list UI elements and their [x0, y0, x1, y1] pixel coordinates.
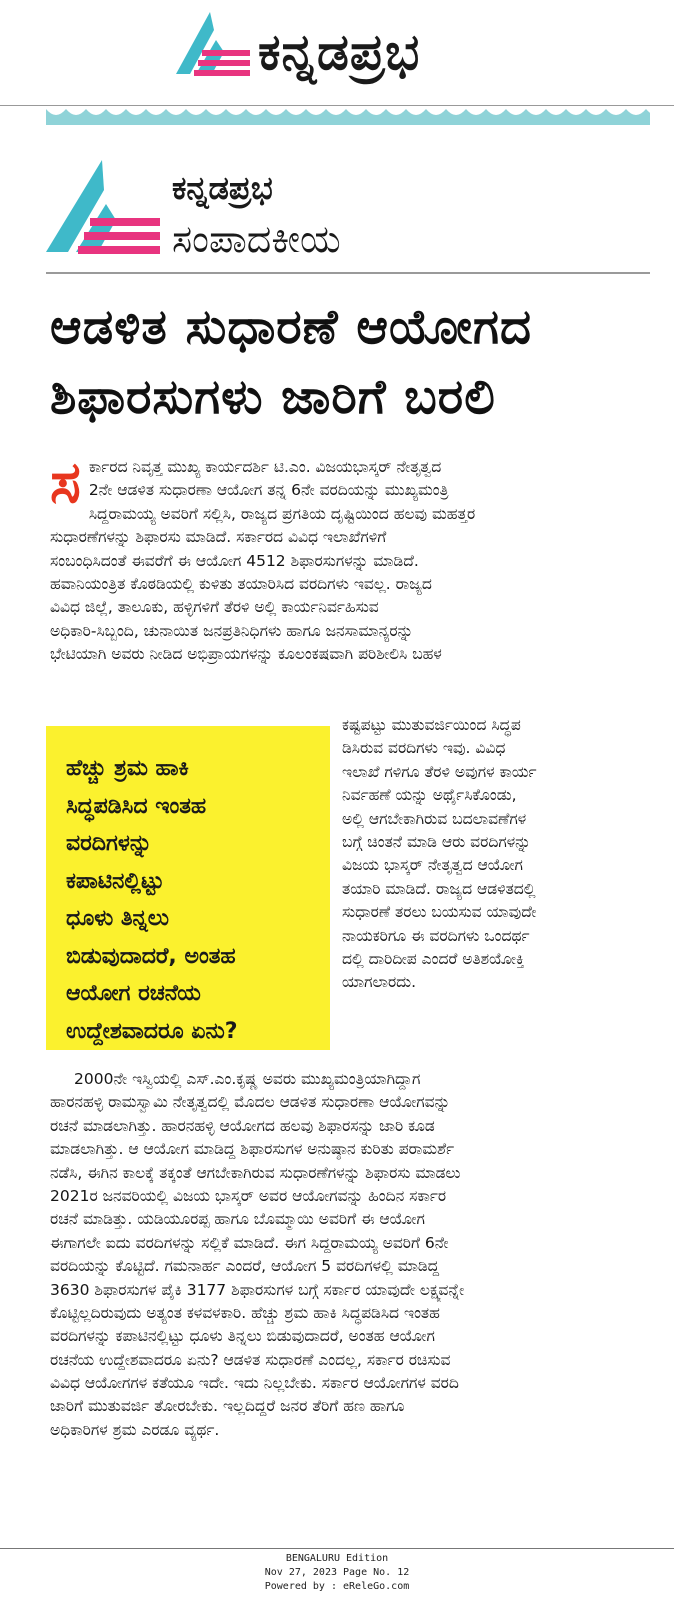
article-paragraph-1 [50, 448, 650, 667]
article-line: ವಿವಿಧ ಜಿಲ್ಲೆ, ತಾಲೂಕು, ಹಳ್ಳಿಗಳಿಗೆ ತೆರಳಿ ಅಲ್ಲಿ ಕಾರ್ಯನಿರ್ವಹಿಸುವ [50, 598, 379, 617]
pull-quote-line: ಬಿಡುವುದಾದರೆ, ಅಂತಹ [66, 943, 236, 969]
footer-divider [0, 1548, 674, 1549]
article-line: ರಚನೆಯ ಉದ್ದೇಶವಾದರೂ ಏನು? ಆಡಳಿತ ಸುಧಾರಣೆ ಎಂದಲ್ಲ, ಸರ್ಕಾರ ರಚಿಸುವ [50, 1350, 451, 1369]
article-line: ಕಷ್ಟಪಟ್ಟು ಮುತುವರ್ಜಿಯಿಂದ ಸಿದ್ಧಪ [342, 716, 521, 734]
article-line: ಸುಧಾರಣೆ ತರಲು ಬಯಸುವ ಯಾವುದೇ [342, 903, 537, 922]
article-line: ಕೊಟ್ಟಿಲ್ಲದಿರುವುದು ಅತ್ಯಂತ ಕಳವಳಕಾರಿ. ಹೆಚ್ಚು ಶ್ರಮ ಹಾಕಿ ಸಿದ್ಧಪಡಿಸಿದ ಇಂತಹ [50, 1303, 440, 1322]
article-line: 3630 ಶಿಫಾರಸುಗಳ ಪೈಕಿ 3177 ಶಿಫಾರಸುಗಳ ಬಗ್ಗೆ ಸರ್ಕಾರ ಯಾವುದೇ ಲಕ್ಷ್ಯವನ್ನೇ [50, 1280, 465, 1299]
article-line: ಸಿದ್ದರಾಮಯ್ಯ ಅವರಿಗೆ ಸಲ್ಲಿಸಿ, ರಾಜ್ಯದ ಪ್ರಗತಿಯ ದೃಷ್ಟಿಯಿಂದ ಹಲವು ಮಹತ್ತರ [88, 504, 476, 523]
pull-quote-line: ಉದ್ದೇಶವಾದರೂ ಏನು? [66, 1018, 238, 1044]
wave-band [46, 109, 650, 125]
article-line: ಮಾಡಲಾಗಿತ್ತು. ಆ ಆಯೋಗ ಮಾಡಿದ್ದ ಶಿಫಾರಸುಗಳ ಅನುಷ್ಠಾನ ಕುರಿತು ಪರಾಮರ್ಶೆ [50, 1140, 455, 1159]
top-divider [0, 105, 674, 106]
article-line: ಅಧಿಕಾರಿ-ಸಿಬ್ಬಂದಿ, ಚುನಾಯಿತ ಜನಪ್ರತಿನಿಧಿಗಳು ಹಾಗೂ ಜನಸಾಮಾನ್ಯರನ್ನು [50, 621, 414, 640]
article-line: 2ನೇ ಆಡಳಿತ ಸುಧಾರಣಾ ಆಯೋಗ ತನ್ನ 6ನೇ ವರದಿಯನ್ನು ಮುಖ್ಯಮಂತ್ರಿ [88, 481, 449, 500]
article-line: ಸಂಬಂಧಿಸಿದಂತೆ ಈವರೆಗೆ ಈ ಆಯೋಗ 4512 ಶಿಫಾರಸುಗಳನ್ನು ಮಾಡಿದೆ. [50, 551, 419, 570]
section-logo-icon [46, 160, 162, 260]
pull-quote-line: ಆಯೋಗ ರಚನೆಯ [66, 981, 201, 1006]
article-line: ಬಗ್ಗೆ ಚಿಂತನೆ ಮಾಡಿ ಆರು ವರದಿಗಳನ್ನು [342, 832, 531, 851]
footer-edition: BENGALURU Edition [285, 1553, 389, 1564]
article-line: ಇಲಾಖೆ ಗಳಿಗೂ ತೆರಳಿ ಅವುಗಳ ಕಾರ್ಯ [342, 762, 537, 781]
headline-line-2: ಶಿಫಾರಸುಗಳು ಜಾರಿಗೆ ಬರಲಿ [50, 369, 496, 425]
article-line: ಭೇಟಿಯಾಗಿ ಅವರು ನೀಡಿದ ಅಭಿಪ್ರಾಯಗಳನ್ನು ಕೂಲಂಕಷವಾಗಿ ಪರಿಶೀಲಿಸಿ ಬಹಳ [50, 645, 442, 664]
article-line: ಹಾರನಹಳ್ಳಿ ರಾಮಸ್ವಾಮಿ ನೇತೃತ್ವದಲ್ಲಿ ಮೊದಲ ಆಡಳಿತ ಸುಧಾರಣಾ ಆಯೋಗವನ್ನು [50, 1093, 451, 1112]
article-line: ಅಲ್ಲಿ ಆಗಬೇಕಾಗಿರುವ ಬದಲಾವಣೆಗಳ [342, 809, 527, 828]
pull-quote-line: ಸಿದ್ಧಪಡಿಸಿದ ಇಂತಹ [66, 793, 207, 819]
pull-quote-line: ಧೂಳು ತಿನ್ನಲು [66, 906, 169, 931]
article-line: ನಾಯಕರಿಗೂ ಈ ವರದಿಗಳು ಒಂದರ್ಥ [342, 926, 530, 945]
footer-powered-by: Powered by : eReleGo.com [264, 1581, 410, 1592]
article-wrap-column [342, 714, 650, 995]
article-line: ವರದಿಗಳನ್ನು ಕಪಾಟಿನಲ್ಲಿಟ್ಟು ಧೂಳು ತಿನ್ನಲು ಬಿಡುವುದಾದರೆ, ಅಂತಹ ಆಯೋಗ [50, 1327, 435, 1346]
article-line: ವಿಜಯ ಭಾಸ್ಕರ್ ನೇತೃತ್ವದ ಆಯೋಗ [342, 856, 523, 875]
pull-quote [46, 726, 330, 1050]
pull-quote-line: ಹೆಚ್ಚು ಶ್ರಮ ಹಾಕಿ [66, 756, 189, 781]
masthead-title: ಕನ್ನಡಪ್ರಭ [258, 23, 421, 81]
article-line: ರ್ಕಾರದ ನಿವೃತ್ತ ಮುಖ್ಯ ಕಾರ್ಯದರ್ಶಿ ಟಿ.ಎಂ. ವಿಜಯಭಾಸ್ಕರ್ ನೇತೃತ್ವದ [88, 458, 442, 476]
section-brand: ಕನ್ನಡಪ್ರಭ [172, 169, 273, 207]
article-line: ವಿವಿಧ ಆಯೋಗಗಳ ಕತೆಯೂ ಇದೇ. ಇದು ನಿಲ್ಲಬೇಕು. ಸರ್ಕಾರ ಆಯೋಗಗಳ ವರದಿ [50, 1374, 459, 1393]
pull-quote-line: ವರದಿಗಳನ್ನು [66, 831, 153, 856]
footer-date-page: Nov 27, 2023 Page No. 12 [264, 1567, 410, 1578]
article-line: ಈಗಾಗಲೇ ಐದು ವರದಿಗಳನ್ನು ಸಲ್ಲಿಕೆ ಮಾಡಿದೆ. ಈಗ ಸಿದ್ದರಾಮಯ್ಯ ಅವರಿಗೆ 6ನೇ [50, 1233, 449, 1252]
article-line: ನಿರ್ವಹಣೆ ಯನ್ನು ಅರ್ಥೈಸಿಕೊಂಡು, [342, 786, 517, 805]
article-line: ಜಾರಿಗೆ ಮುತುವರ್ಜಿ ತೋರಬೇಕು. ಇಲ್ಲದಿದ್ದರೆ ಜನರ ತೆರಿಗೆ ಹಣ ಹಾಗೂ [50, 1397, 405, 1416]
article-line: 2021ರ ಜನವರಿಯಲ್ಲಿ ವಿಜಯ ಭಾಸ್ಕರ್ ಅವರ ಆಯೋಗವನ್ನು ಹಿಂದಿನ ಸರ್ಕಾರ [50, 1186, 447, 1205]
article-line: ನಡೆಸಿ, ಈಗಿನ ಕಾಲಕ್ಕೆ ತಕ್ಕಂತೆ ಆಗಬೇಕಾಗಿರುವ ಸುಧಾರಣೆಗಳನ್ನು ಶಿಫಾರಸು ಮಾಡಲು [50, 1163, 461, 1182]
footer [0, 1552, 674, 1594]
article-line: ತಯಾರಿ ಮಾಡಿದೆ. ರಾಜ್ಯದ ಆಡಳಿತದಲ್ಲಿ [342, 879, 536, 898]
article-line: ರಚನೆ ಮಾಡಲಾಗಿತ್ತು. ಹಾರನಹಳ್ಳಿ ಆಯೋಗದ ಹಲವು ಶಿಫಾರಸನ್ನು ಜಾರಿ ಕೂಡ [50, 1116, 435, 1135]
masthead [0, 0, 674, 108]
headline [50, 292, 650, 432]
article-line: ದಲ್ಲಿ ದಾರಿದೀಪ ಎಂದರೆ ಅತಿಶಯೋಕ್ತಿ [342, 949, 525, 968]
pyramid-logo-icon [176, 12, 256, 80]
headline-line-1: ಆಡಳಿತ ಸುಧಾರಣೆ ಆಯೋಗದ [50, 299, 532, 355]
article-line: ರಚನೆ ಮಾಡಿತ್ತು. ಯಡಿಯೂರಪ್ಪ ಹಾಗೂ ಬೊಮ್ಮಾಯಿ ಅವರಿಗೆ ಈ ಆಯೋಗ [50, 1210, 425, 1229]
section-name: ಸಂಪಾದಕೀಯ [172, 217, 341, 261]
article-line: 2000ನೇ ಇಸ್ವಿಯಲ್ಲಿ ಎಸ್.ಎಂ.ಕೃಷ್ಣ ಅವರು ಮುಖ್ಯಮಂತ್ರಿಯಾಗಿದ್ದಾಗ [74, 1070, 421, 1088]
article-line: ಅಧಿಕಾರಿಗಳ ಶ್ರಮ ಎರಡೂ ವ್ಯರ್ಥ. [50, 1420, 220, 1439]
article-line: ವರದಿಯನ್ನು ಕೊಟ್ಟಿದೆ. ಗಮನಾರ್ಹ ಎಂದರೆ, ಆಯೋಗ 5 ವರದಿಗಳಲ್ಲಿ ಮಾಡಿದ್ದ [50, 1257, 440, 1276]
drop-cap: ಸ [50, 448, 81, 516]
article-paragraph-2 [50, 1068, 650, 1442]
pull-quote-line: ಕಪಾಟಿನಲ್ಲಿಟ್ಟು [66, 868, 164, 894]
article-line: ಯಾಗಲಾರದು. [342, 973, 417, 992]
article-line: ಸುಧಾರಣೆಗಳನ್ನು ಶಿಫಾರಸು ಮಾಡಿದೆ. ಸರ್ಕಾರದ ವಿವಿಧ ಇಲಾಖೆಗಳಿಗೆ [50, 528, 387, 547]
article-line: ಹವಾನಿಯಂತ್ರಿತ ಕೊಠಡಿಯಲ್ಲಿ ಕುಳಿತು ತಯಾರಿಸಿದ ವರದಿಗಳು ಇವಲ್ಲ. ರಾಜ್ಯದ [50, 574, 432, 593]
section-divider [46, 272, 650, 274]
article-line: ಡಿಸಿರುವ ವರದಿಗಳು ಇವು. ವಿವಿಧ [342, 739, 506, 758]
